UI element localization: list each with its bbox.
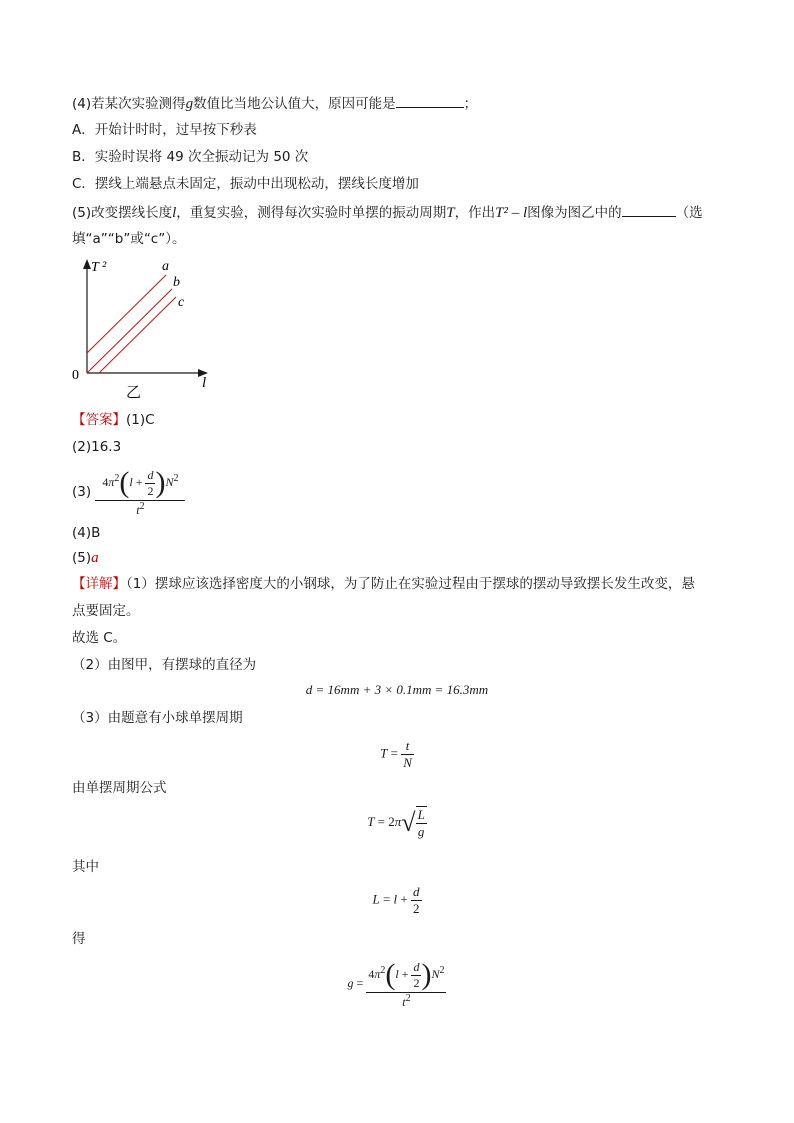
answer-blank: [622, 202, 676, 217]
detail-p3: （3）由题意有小球单摆周期: [72, 710, 243, 726]
q4-option-b: B．实验时误将 49 次全振动记为 50 次: [72, 149, 309, 165]
equation-period-formula: T = 2π√ $\frac{L}{g}$: [367, 807, 425, 839]
detail-p2: （2）由图甲，有摆球的直径为: [72, 657, 257, 673]
equation-diameter: d = 16mm + 3 × 0.1mm = 16.3mm: [305, 682, 489, 697]
y-axis-arrow: [83, 259, 91, 269]
answer-2: (2)16.3: [72, 439, 122, 455]
detail-p1: 【详解】（1）摆球应该选择密度大的小钢球，为了防止在实验过程由于摆球的摆动导致摆长发生改变，悬: [72, 576, 695, 592]
q5-stem-line2: 填“a”“b”或“c”）。: [72, 231, 186, 247]
detail-p1b: 点要固定。: [72, 603, 140, 619]
origin-label: 0: [72, 368, 79, 383]
answer-4: (4)B: [72, 525, 101, 541]
equation-period: T = $\frac{t}{N}$: [380, 738, 412, 770]
answer-3-formula: $4\pi^2(l$ + $\frac{d}{2}$ )$N^2$ $t^2$: [95, 466, 185, 518]
q4-option-c: C．摆线上端悬点未固定，振动中出现松动，摆线长度增加: [72, 176, 419, 192]
detail-p6: 得: [72, 931, 86, 947]
answer-blank: [396, 93, 464, 108]
answer-1: 【答案】(1)C: [72, 412, 155, 428]
q5-stem: (5)改变摆线长度l，重复实验，测得每次实验时单摆的振动周期T，作出T² – l图像为图乙中的 （选: [72, 202, 703, 223]
equation-length: L = l + $\frac{d}{2}$: [372, 884, 420, 916]
q4-stem: (4)若某次实验测得g数值比当地公认值大，原因可能是 ；: [72, 93, 477, 114]
line-b-label: b: [173, 275, 180, 290]
answer-tag: 【答案】: [72, 412, 126, 428]
detail-p5: 其中: [72, 859, 99, 875]
figure-caption: 乙: [126, 385, 142, 401]
line-b: [87, 289, 172, 373]
line-a: [87, 275, 166, 353]
detail-tag: 【详解】: [72, 576, 126, 592]
graph-yi: [60, 255, 230, 405]
y-axis-label: T ²: [91, 260, 107, 275]
equation-g: g = $4\pi^2(l$ + $\frac{d}{2}$ )$N^2$ $t^2$: [347, 958, 445, 1009]
x-axis-label: l: [202, 375, 207, 391]
line-c: [99, 297, 176, 373]
line-c-label: c: [178, 295, 185, 310]
answer-3: (3) $4\pi^2(l$ + $\frac{d}{2}$ )$N^2$ $t^2$: [72, 466, 185, 518]
q4-option-a: A．开始计时时，过早按下秒表: [72, 122, 257, 138]
line-a-label: a: [162, 259, 169, 274]
detail-p1c: 故选 C。: [72, 630, 127, 646]
detail-p4: 由单摆周期公式: [72, 780, 167, 796]
answer-5: (5)a: [72, 550, 99, 566]
